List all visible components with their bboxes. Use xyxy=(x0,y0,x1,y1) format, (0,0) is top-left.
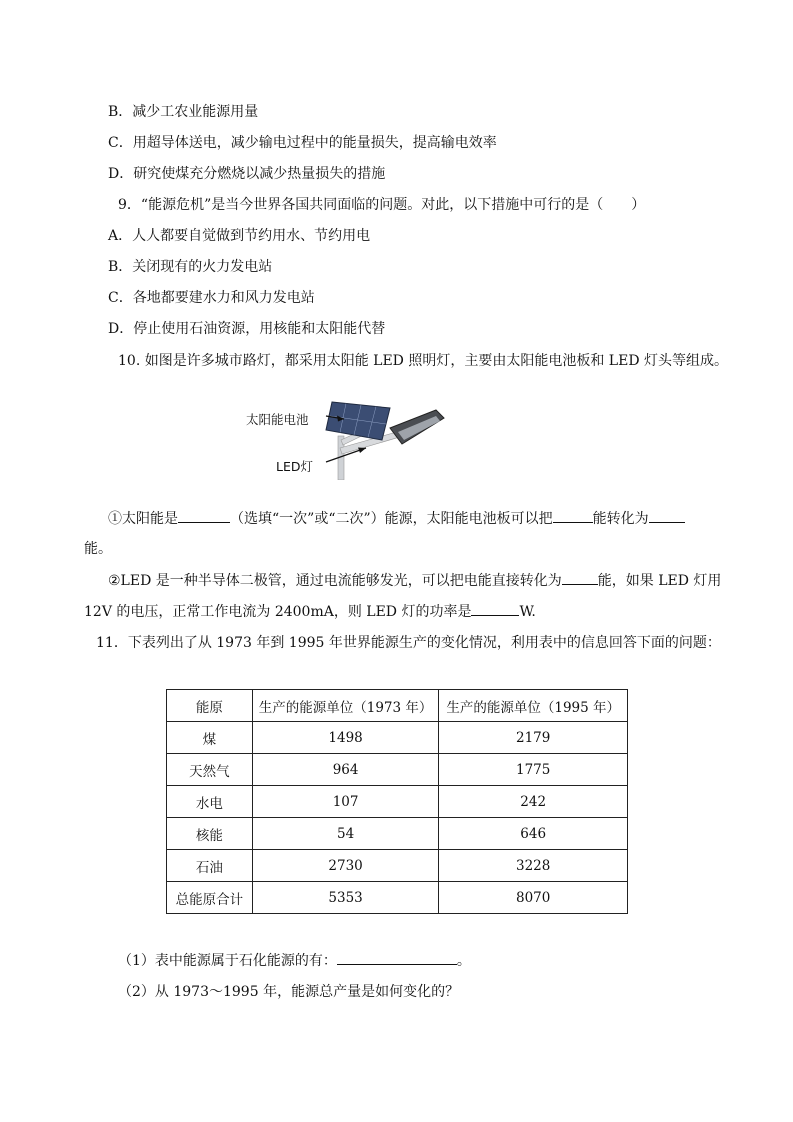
q10-part2-text-2: 能，如果 LED 灯用 xyxy=(597,573,722,589)
cell-source: 核能 xyxy=(167,818,253,850)
cell-1973: 54 xyxy=(252,818,439,850)
table-row xyxy=(167,818,628,850)
q10-part2-text-1: ②LED 是一种半导体二极管，通过电流能够发光，可以把电能直接转化为 xyxy=(108,573,562,589)
q8-option-d: D．研究使煤充分燃烧以减少热量损失的措施 xyxy=(108,166,386,182)
answer-blank-energy-from[interactable] xyxy=(553,508,593,523)
q8-option-c: C．用超导体送电，减少输电过程中的能量损失，提高输电效率 xyxy=(108,135,497,151)
q10-part1-end: 能。 xyxy=(84,541,112,557)
cell-1995: 646 xyxy=(439,818,628,850)
answer-blank-led-power[interactable] xyxy=(471,601,519,616)
q10-part2 xyxy=(108,570,721,591)
cell-1973: 107 xyxy=(252,786,439,818)
table-row xyxy=(167,722,628,754)
q11-sub1-text: （1）表中能源属于石化能源的有： xyxy=(118,953,337,969)
cell-1995: 3228 xyxy=(439,850,628,882)
q9-option-d: D．停止使用石油资源，用核能和太阳能代替 xyxy=(108,321,386,337)
table-row xyxy=(167,882,628,914)
answer-blank-fossil-fuels[interactable] xyxy=(337,950,457,965)
table-row xyxy=(167,786,628,818)
q11-stem: 11．下表列出了从 1973 年到 1995 年世界能源生产的变化情况，利用表中的信息回答下面的问题： xyxy=(96,635,721,651)
q9-option-c: C．各地都要建水力和风力发电站 xyxy=(108,290,315,306)
header-energy-source: 能原 xyxy=(167,690,253,722)
cell-source: 煤 xyxy=(167,722,253,754)
solar-street-lamp-figure xyxy=(240,396,450,480)
header-1973: 生产的能源单位（1973 年） xyxy=(252,690,439,722)
q10-part1-text-3: 能转化为 xyxy=(592,511,649,527)
q8-option-b: B．减少工农业能源用量 xyxy=(108,104,259,120)
q10-part2-text-4: W. xyxy=(519,604,536,620)
answer-blank-led-energy[interactable] xyxy=(562,570,598,585)
cell-1973: 1498 xyxy=(252,722,439,754)
q10-part1-text-2: （选填“一次”或“二次”）能源，太阳能电池板可以把 xyxy=(230,511,553,527)
cell-1973: 5353 xyxy=(252,882,439,914)
q11-sub1 xyxy=(118,950,471,971)
q9-option-a: A．人人都要自觉做到节约用水、节约用电 xyxy=(108,228,371,244)
q10-part2-text-3: 12V 的电压，正常工作电流为 2400mA，则 LED 灯的功率是 xyxy=(84,604,472,620)
figure-label-solar: 太阳能电池 xyxy=(246,412,309,427)
cell-source: 天然气 xyxy=(167,754,253,786)
table-header-row xyxy=(167,690,628,722)
cell-1995: 2179 xyxy=(439,722,628,754)
q9-stem: 9．“能源危机”是当今世界各国共同面临的问题。对此，以下措施中可行的是（ ） xyxy=(118,197,646,213)
cell-1973: 964 xyxy=(252,754,439,786)
cell-1995: 8070 xyxy=(439,882,628,914)
q10-stem: 10. 如图是许多城市路灯，都采用太阳能 LED 照明灯，主要由太阳能电池板和 LED 灯头等组成。 xyxy=(118,353,728,369)
header-1995: 生产的能源单位（1995 年） xyxy=(439,690,628,722)
cell-1995: 1775 xyxy=(439,754,628,786)
q10-part2-line2 xyxy=(84,601,536,622)
figure-label-led: LED灯 xyxy=(276,459,313,474)
cell-source: 石油 xyxy=(167,850,253,882)
cell-1973: 2730 xyxy=(252,850,439,882)
table-row xyxy=(167,754,628,786)
q9-option-b: B．关闭现有的火力发电站 xyxy=(108,259,273,275)
q10-part1 xyxy=(108,508,685,529)
table-row xyxy=(167,850,628,882)
energy-production-table xyxy=(166,689,628,914)
q10-part1-text-1: ①太阳能是 xyxy=(108,511,178,527)
cell-source: 水电 xyxy=(167,786,253,818)
q11-sub2: （2）从 1973～1995 年，能源总产量是如何变化的？ xyxy=(118,984,460,1000)
cell-source: 总能原合计 xyxy=(167,882,253,914)
cell-1995: 242 xyxy=(439,786,628,818)
q11-sub1-end: 。 xyxy=(456,953,471,969)
solar-lamp-illustration xyxy=(240,396,450,480)
answer-blank-energy-to[interactable] xyxy=(649,508,685,523)
answer-blank-energy-type[interactable] xyxy=(178,508,230,523)
